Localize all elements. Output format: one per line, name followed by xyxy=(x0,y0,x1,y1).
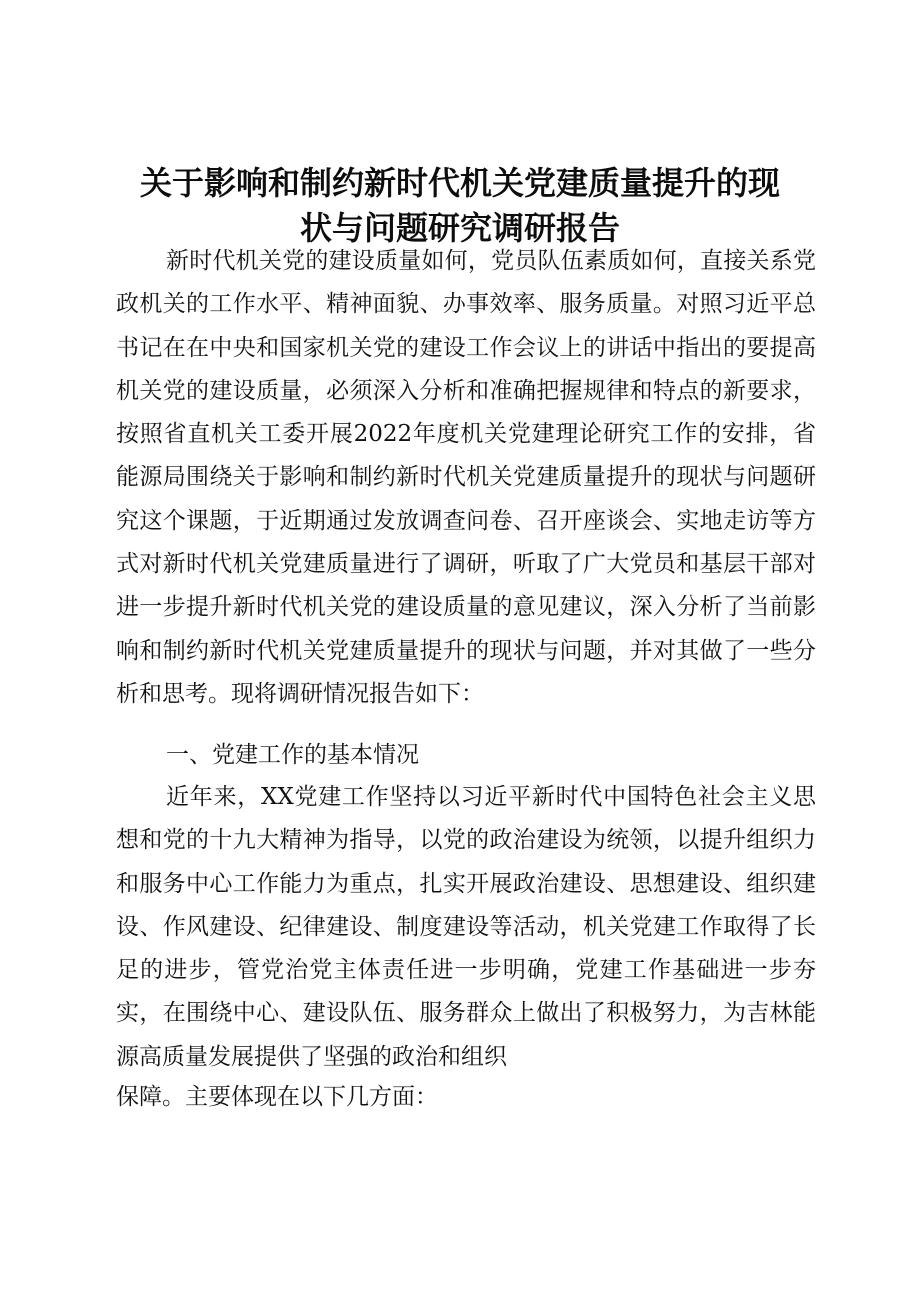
intro-paragraph: 新时代机关党的建设质量如何，党员队伍素质如何，直接关系党政机关的工作水平、精神面貌、办事效率、服务质量。对照习近平总书记在在中央和国家机关党的建设工作会议上的讲话中指出的要提高机关党的建设质量，必须深入分析和准确把握规律和特点的新要求，按照省直机关工委开展2022年度机关党建理论研究工作的安排，省能源局围绕关于影响和制约新时代机关党建质量提升的现状与问题研究这个课题，于近期通过发放调查问卷、召开座谈会、实地走访等方式对新时代机关党建质量进行了调研，听取了广大党员和基层干部对进一步提升新时代机关党的建设质量的意见建议，深入分析了当前影响和制约新时代机关党建质量提升的现状与问题，并对其做了一些分析和思考。现将调研情况报告如下： xyxy=(116,248,816,707)
document-title-line-2: 状与问题研究调研报告 xyxy=(299,209,620,247)
document-title-line-1: 关于影响和制约新时代机关党建质量提升的现 xyxy=(139,164,780,202)
basic-situation-paragraph xyxy=(116,776,816,1115)
basic-situation-paragraph-tail: 保障。主要体现在以下几方面： xyxy=(116,1084,438,1111)
basic-situation-paragraph-main: 近年来，XX党建工作坚持以习近平新时代中国特色社会主义思想和党的十九大精神为指导，以党的政治建设为统领，以提升组织力和服务中心工作能力为重点，扎实开展政治建设、思想建设、组织建设、作风建设、纪律建设、制度建设等活动，机关党建工作取得了长足的进步，管党治党主体责任进一步明确，党建工作基础进一步夯实，在围绕中心、建设队伍、服务群众上做出了积极努力，为吉林能源高质量发展提供了坚强的政治和组织 xyxy=(116,784,816,1070)
section-heading-basic-situation: 一、党建工作的基本情况 xyxy=(166,742,419,768)
